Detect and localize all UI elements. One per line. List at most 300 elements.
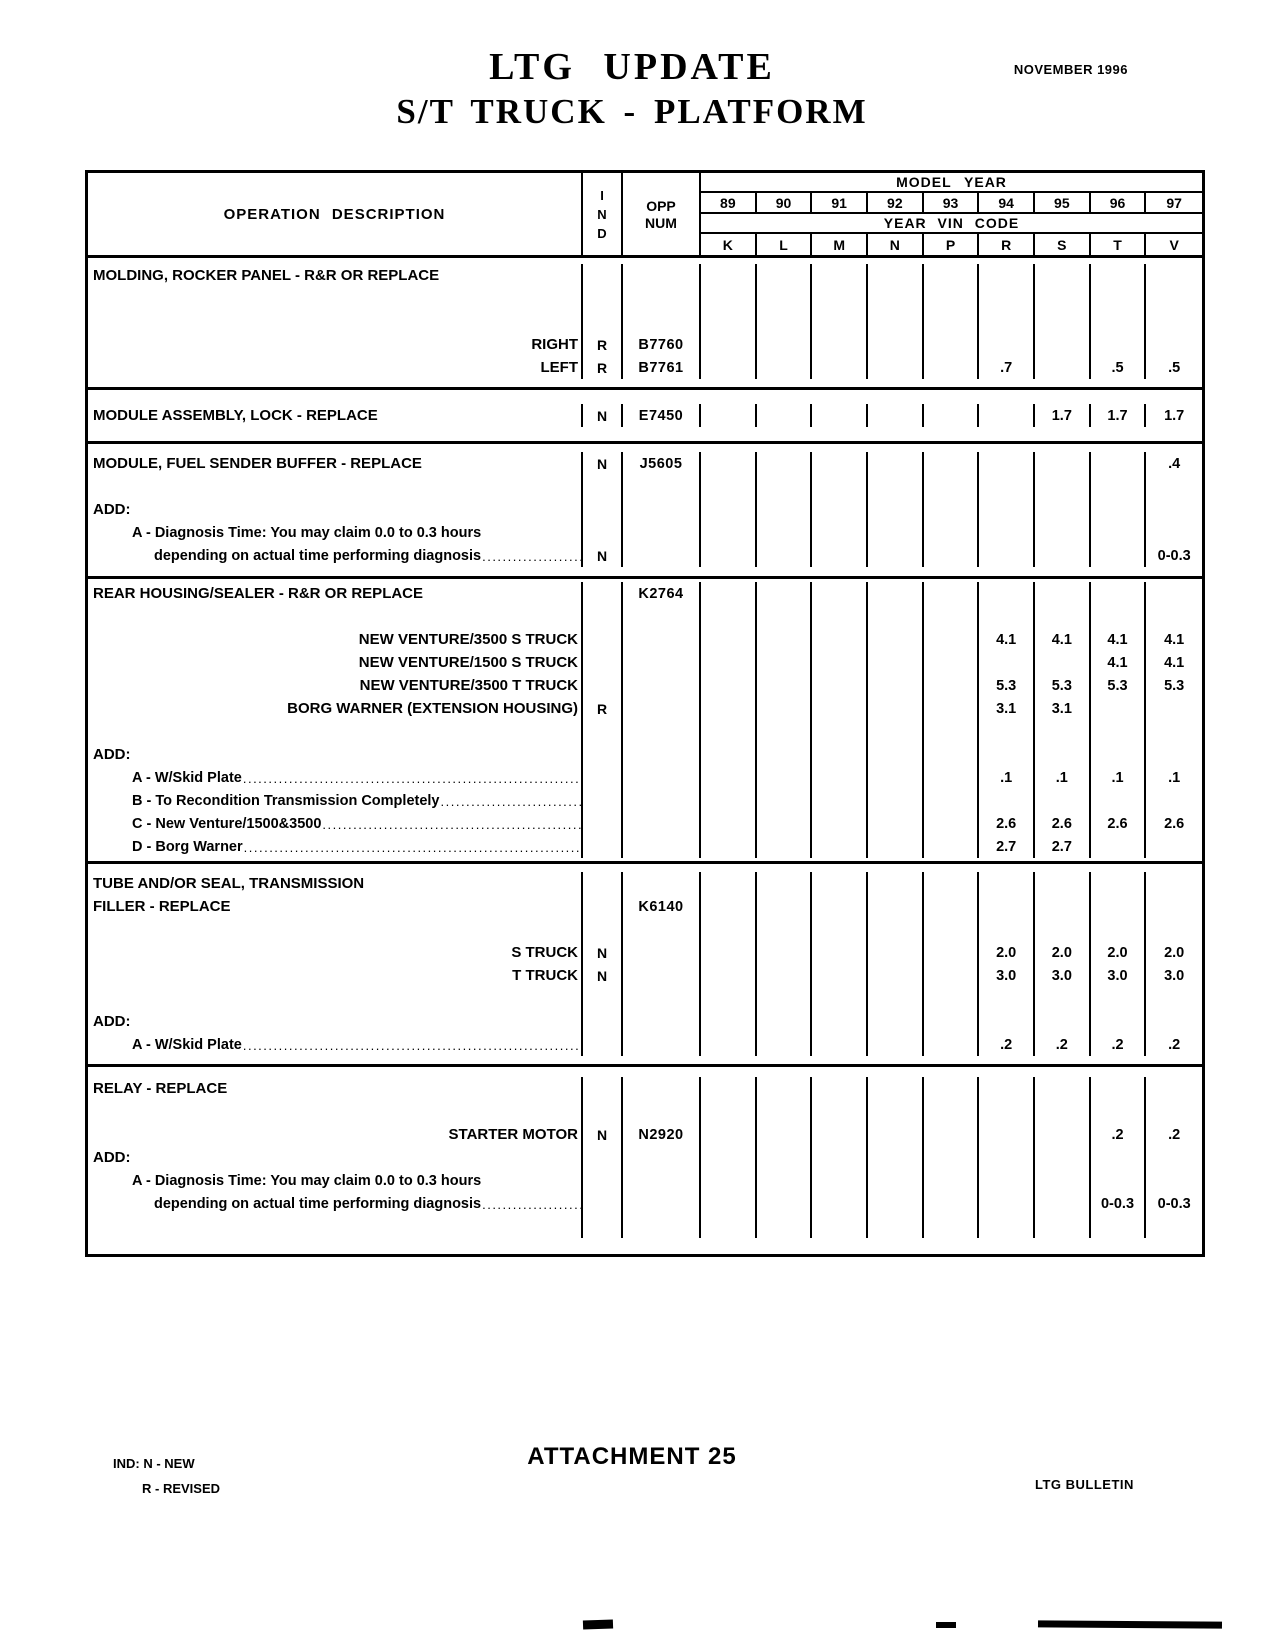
operation-description-cell — [88, 812, 583, 835]
year-column-header: 95 — [1035, 193, 1091, 212]
hours-value-cell — [812, 287, 868, 310]
hours-value-cell — [1091, 918, 1147, 941]
operation-text: B - To Recondition Transmission Completely — [132, 792, 440, 809]
opp-num-cell — [623, 766, 701, 789]
hours-value-cell: 2.6 — [1091, 812, 1147, 835]
hours-value-cell — [812, 498, 868, 521]
hours-value-cell — [868, 1146, 924, 1169]
hours-value-cell — [812, 1077, 868, 1100]
ind-cell — [583, 812, 623, 835]
hours-value-cell — [701, 1192, 757, 1215]
hours-value-cell — [812, 264, 868, 287]
hours-value-cell — [812, 987, 868, 1010]
opp-num-cell — [623, 1192, 701, 1215]
hours-value-cell — [868, 628, 924, 651]
operation-description-cell — [88, 835, 583, 858]
hours-value-cell — [1091, 333, 1147, 356]
hours-value-cell — [757, 475, 813, 498]
hours-value-cell — [701, 475, 757, 498]
table-row — [88, 895, 1202, 918]
hours-value-cell — [1035, 333, 1091, 356]
hours-value-cell — [868, 964, 924, 987]
table-row — [88, 812, 1202, 835]
table-section — [88, 387, 1202, 441]
hours-value-cell — [1091, 287, 1147, 310]
opp-num-cell: B7761 — [623, 356, 701, 379]
operation-description-cell — [88, 766, 583, 789]
ind-cell: N — [583, 941, 623, 964]
hours-value-cell — [701, 1215, 757, 1238]
hours-value-cell — [924, 987, 980, 1010]
hours-value-cell — [979, 582, 1035, 605]
hours-value-cell — [924, 789, 980, 812]
opp-num-cell — [623, 1077, 701, 1100]
hours-value-cell — [1091, 697, 1147, 720]
hours-value-cell — [701, 651, 757, 674]
operation-text: REAR HOUSING/SEALER - R&R OR REPLACE — [93, 585, 424, 602]
operation-description-cell — [88, 872, 583, 895]
opp-num-cell — [623, 310, 701, 333]
hours-value-cell: .1 — [1035, 766, 1091, 789]
hours-value-cell — [979, 475, 1035, 498]
hours-value-cell: 0-0.3 — [1157, 1195, 1191, 1212]
hours-value-cell — [757, 697, 813, 720]
hours-value-cell — [812, 452, 868, 475]
table-row — [88, 1123, 1202, 1146]
operation-description-cell — [88, 1169, 583, 1192]
hours-value-cell — [701, 452, 757, 475]
hours-value-cell — [924, 1169, 980, 1192]
hours-value-cell — [868, 1123, 924, 1146]
hours-value-cell — [1035, 1215, 1091, 1238]
hours-value-cell — [701, 605, 757, 628]
hours-value-cell — [924, 356, 980, 379]
hours-value-cell — [1091, 1100, 1147, 1123]
hours-value-cell — [924, 1077, 980, 1100]
table-row — [88, 264, 1202, 287]
ind-cell — [583, 766, 623, 789]
hours-value-cell — [868, 835, 924, 858]
dotted-leader — [441, 792, 582, 812]
hours-value-cell — [924, 766, 980, 789]
hours-value-cell — [924, 812, 980, 835]
ind-cell — [583, 1033, 623, 1056]
hours-value-cell — [701, 1033, 757, 1056]
model-year-label: MODEL YEAR — [701, 173, 1202, 193]
operation-description-cell — [88, 964, 583, 987]
hours-value-cell — [701, 964, 757, 987]
hours-value-cell — [701, 789, 757, 812]
opp-num-cell — [623, 720, 701, 743]
dotted-leader — [322, 815, 581, 835]
operation-description-cell — [88, 628, 583, 651]
hours-value-cell — [757, 835, 813, 858]
hours-value-cell — [979, 498, 1035, 521]
hours-value-cell — [924, 872, 980, 895]
hours-value-cell — [757, 720, 813, 743]
hours-value-cell: 1.7 — [1164, 407, 1185, 424]
hours-value-cell — [812, 1010, 868, 1033]
vin-code-header: P — [924, 234, 980, 256]
vin-code-header: R — [979, 234, 1035, 256]
hours-value-cell — [1146, 1077, 1202, 1100]
operation-description-header: OPERATION DESCRIPTION — [88, 173, 583, 256]
ind-cell — [583, 264, 623, 287]
hours-value-cell — [812, 404, 868, 427]
hours-value-cell — [979, 264, 1035, 287]
hours-value-cell — [757, 310, 813, 333]
opp-num-cell — [623, 835, 701, 858]
hours-value-cell — [812, 1123, 868, 1146]
hours-value-cell: 3.0 — [1091, 964, 1147, 987]
table-row — [88, 651, 1202, 674]
hours-value-cell — [924, 628, 980, 651]
page-subtitle: S/T TRUCK - PLATFORM — [396, 91, 868, 131]
hours-value-cell — [924, 697, 980, 720]
table-row — [88, 356, 1202, 379]
hours-value-cell — [701, 404, 757, 427]
hours-value-cell — [1146, 1146, 1202, 1169]
hours-value-cell — [924, 475, 980, 498]
hours-value-cell — [757, 404, 813, 427]
opp-num-cell — [623, 521, 701, 544]
year-numbers-row — [701, 193, 1202, 214]
opp-num-cell — [623, 918, 701, 941]
operation-description-cell — [88, 1033, 583, 1056]
hours-value-cell: 2.6 — [1164, 815, 1185, 832]
ind-cell — [583, 987, 623, 1010]
ind-cell — [583, 475, 623, 498]
hours-value-cell: 4.1 — [1164, 654, 1185, 671]
hours-value-cell — [1146, 918, 1202, 941]
hours-value-cell — [701, 1010, 757, 1033]
hours-value-cell — [757, 1033, 813, 1056]
hours-value-cell — [924, 521, 980, 544]
hours-value-cell — [924, 1010, 980, 1033]
operation-description-cell — [88, 651, 583, 674]
table-row — [88, 333, 1202, 356]
hours-value-cell — [1091, 872, 1147, 895]
hours-value-cell — [812, 475, 868, 498]
table-row — [88, 628, 1202, 651]
hours-value-cell — [701, 835, 757, 858]
hours-value-cell — [868, 356, 924, 379]
table-row — [88, 1169, 1202, 1192]
opp-num-cell — [623, 605, 701, 628]
hours-value-cell — [979, 720, 1035, 743]
table-row — [88, 521, 1202, 544]
dotted-leader — [243, 1036, 581, 1056]
hours-value-cell — [812, 333, 868, 356]
vin-code-header: T — [1091, 234, 1147, 256]
ind-cell — [583, 498, 623, 521]
hours-value-cell: 2.7 — [979, 835, 1035, 858]
hours-value-cell: 2.6 — [1035, 812, 1091, 835]
hours-value-cell — [701, 720, 757, 743]
hours-value-cell — [1035, 789, 1091, 812]
hours-value-cell: 2.6 — [979, 812, 1035, 835]
opp-num-cell — [623, 475, 701, 498]
table-row — [88, 674, 1202, 697]
ind-cell — [583, 1215, 623, 1238]
hours-value-cell — [1035, 1100, 1091, 1123]
hours-value-cell — [1146, 789, 1202, 812]
hours-value-cell — [701, 498, 757, 521]
hours-value-cell — [868, 812, 924, 835]
hours-value-cell — [701, 941, 757, 964]
hours-value-cell — [979, 1010, 1035, 1033]
hours-value-cell — [812, 835, 868, 858]
hours-value-cell — [701, 356, 757, 379]
hours-value-cell — [1146, 475, 1202, 498]
opp-num-cell: K6140 — [623, 895, 701, 918]
hours-value-cell — [868, 1033, 924, 1056]
operation-text: depending on actual time performing diagnosis — [154, 1195, 482, 1212]
ind-cell: N — [583, 1123, 623, 1146]
hours-value-cell — [979, 310, 1035, 333]
ind-cell: N — [583, 452, 623, 475]
operation-description-cell — [88, 333, 583, 356]
hours-value-cell: 4.1 — [1091, 651, 1147, 674]
hours-value-cell — [812, 582, 868, 605]
hours-value-cell — [757, 812, 813, 835]
hours-value-cell — [979, 404, 1035, 427]
hours-value-cell — [812, 1146, 868, 1169]
hours-value-cell — [868, 404, 924, 427]
hours-value-cell — [1035, 544, 1091, 567]
opp-header-line: OPP — [646, 197, 676, 214]
opp-num-cell — [623, 1033, 701, 1056]
hours-value-cell: .1 — [1091, 766, 1147, 789]
table-section — [88, 576, 1202, 861]
hours-value-cell — [701, 1100, 757, 1123]
table-row — [88, 452, 1202, 475]
operation-text: C - New Venture/1500&3500 — [132, 815, 322, 832]
hours-value-cell — [1091, 264, 1147, 287]
hours-value-cell — [1035, 1192, 1091, 1215]
table-row — [88, 1100, 1202, 1123]
hours-value-cell — [701, 287, 757, 310]
year-column-header: 97 — [1166, 194, 1182, 211]
date-label: NOVEMBER 1996 — [1013, 62, 1128, 77]
hours-value-cell — [1091, 895, 1147, 918]
hours-value-cell — [701, 310, 757, 333]
operation-text: MODULE ASSEMBLY, LOCK - REPLACE — [93, 407, 378, 424]
hours-value-cell: .1 — [979, 766, 1035, 789]
year-column-header: 91 — [812, 193, 868, 212]
hours-value-cell — [1146, 1169, 1202, 1192]
hours-value-cell — [868, 605, 924, 628]
hours-value-cell — [979, 1100, 1035, 1123]
year-column-header: 93 — [924, 193, 980, 212]
hours-value-cell — [812, 310, 868, 333]
page-title: LTG UPDATE — [489, 46, 775, 88]
hours-value-cell — [1035, 1169, 1091, 1192]
hours-value-cell: .5 — [1091, 356, 1147, 379]
hours-value-cell — [701, 895, 757, 918]
hours-value-cell — [1146, 1010, 1202, 1033]
ind-legend-new: IND: N - NEW — [113, 1456, 195, 1471]
opp-num-cell — [623, 697, 701, 720]
operation-text: TUBE AND/OR SEAL, TRANSMISSION — [93, 875, 365, 892]
hours-value-cell — [979, 651, 1035, 674]
table-header — [88, 173, 1202, 258]
opp-num-cell — [623, 743, 701, 766]
hours-value-cell — [924, 310, 980, 333]
hours-value-cell — [924, 404, 980, 427]
hours-value-cell: 4.1 — [1091, 628, 1147, 651]
opp-num-cell — [623, 264, 701, 287]
operation-text: ADD: — [93, 1013, 131, 1030]
opp-num-cell — [623, 498, 701, 521]
hours-value-cell — [1091, 743, 1147, 766]
hours-value-cell — [812, 812, 868, 835]
hours-value-cell — [924, 918, 980, 941]
hours-value-cell: 2.0 — [979, 941, 1035, 964]
labor-time-table — [85, 170, 1205, 1257]
hours-value-cell — [1091, 789, 1147, 812]
operation-description-cell — [88, 521, 583, 544]
operation-text: depending on actual time performing diagnosis — [154, 547, 482, 564]
hours-value-cell — [868, 475, 924, 498]
year-column-header: 90 — [757, 193, 813, 212]
hours-value-cell — [812, 544, 868, 567]
hours-value-cell — [924, 1123, 980, 1146]
hours-value-cell — [868, 918, 924, 941]
operation-description-cell — [88, 918, 583, 941]
opp-num-cell — [623, 1169, 701, 1192]
hours-value-cell: 3.0 — [979, 964, 1035, 987]
hours-value-cell — [1035, 743, 1091, 766]
operation-text: T TRUCK — [512, 967, 578, 984]
hours-value-cell — [868, 1169, 924, 1192]
hours-value-cell — [757, 895, 813, 918]
hours-value-cell — [1091, 498, 1147, 521]
operation-description-cell — [88, 404, 583, 427]
operation-text: MODULE, FUEL SENDER BUFFER - REPLACE — [93, 455, 422, 472]
vin-code-header: V — [1169, 237, 1179, 253]
vin-code-header: S — [1035, 234, 1091, 256]
hours-value-cell — [757, 872, 813, 895]
ind-cell — [583, 605, 623, 628]
hours-value-cell — [1035, 1077, 1091, 1100]
hours-value-cell — [868, 333, 924, 356]
operation-description-cell — [88, 1123, 583, 1146]
hours-value-cell — [1035, 521, 1091, 544]
operation-text: ADD: — [93, 746, 131, 763]
scan-artifact — [936, 1622, 956, 1628]
hours-value-cell: 5.3 — [979, 674, 1035, 697]
ind-cell — [583, 895, 623, 918]
hours-value-cell — [757, 651, 813, 674]
hours-value-cell — [757, 521, 813, 544]
hours-value-cell — [701, 264, 757, 287]
hours-value-cell — [868, 310, 924, 333]
operation-description-cell — [88, 287, 583, 310]
table-row — [88, 987, 1202, 1010]
ind-cell — [583, 720, 623, 743]
opp-num-cell — [623, 651, 701, 674]
hours-value-cell: 0-0.3 — [1091, 1192, 1147, 1215]
hours-value-cell — [701, 1077, 757, 1100]
hours-value-cell: 2.0 — [1091, 941, 1147, 964]
hours-value-cell — [924, 544, 980, 567]
hours-value-cell — [701, 333, 757, 356]
year-column-header: 94 — [979, 193, 1035, 212]
table-section — [88, 258, 1202, 387]
table-row — [88, 743, 1202, 766]
hours-value-cell — [1146, 582, 1202, 605]
ind-cell — [583, 310, 623, 333]
opp-num-cell: J5605 — [623, 452, 701, 475]
hours-value-cell — [812, 743, 868, 766]
operation-text: ADD: — [93, 501, 131, 518]
hours-value-cell — [757, 941, 813, 964]
hours-value-cell — [868, 1077, 924, 1100]
hours-value-cell — [924, 1192, 980, 1215]
ind-cell — [583, 918, 623, 941]
operation-description-cell — [88, 544, 583, 567]
hours-value-cell: 0-0.3 — [1157, 547, 1191, 564]
hours-value-cell — [979, 1169, 1035, 1192]
hours-value-cell — [868, 287, 924, 310]
hours-value-cell — [701, 812, 757, 835]
hours-value-cell — [757, 452, 813, 475]
dotted-leader — [244, 838, 581, 858]
ind-cell — [583, 521, 623, 544]
operation-text: ADD: — [93, 1149, 131, 1166]
hours-value-cell: 1.7 — [1091, 404, 1147, 427]
operation-text: NEW VENTURE/3500 T TRUCK — [359, 677, 578, 694]
hours-value-cell — [868, 872, 924, 895]
table-row — [88, 287, 1202, 310]
hours-value-cell — [1146, 743, 1202, 766]
table-row — [88, 918, 1202, 941]
hours-value-cell: 5.3 — [1164, 677, 1185, 694]
table-row — [88, 1010, 1202, 1033]
hours-value-cell — [757, 987, 813, 1010]
operation-description-cell — [88, 264, 583, 287]
hours-value-cell — [868, 1100, 924, 1123]
hours-value-cell — [757, 1077, 813, 1100]
hours-value-cell — [868, 743, 924, 766]
hours-value-cell — [1146, 521, 1202, 544]
operation-description-cell — [88, 941, 583, 964]
hours-value-cell — [812, 356, 868, 379]
operation-description-cell — [88, 895, 583, 918]
ind-cell — [583, 1077, 623, 1100]
hours-value-cell — [1091, 582, 1147, 605]
hours-value-cell — [868, 789, 924, 812]
hours-value-cell — [1035, 987, 1091, 1010]
opp-num-cell — [623, 1100, 701, 1123]
hours-value-cell — [1091, 544, 1147, 567]
year-vin-code-label: YEAR VIN CODE — [701, 214, 1202, 234]
opp-num-cell — [623, 964, 701, 987]
ind-cell — [583, 835, 623, 858]
hours-value-cell — [979, 1123, 1035, 1146]
operation-text: BORG WARNER (EXTENSION HOUSING) — [287, 700, 578, 717]
hours-value-cell — [701, 766, 757, 789]
hours-value-cell — [1146, 605, 1202, 628]
year-header-block — [701, 173, 1202, 256]
hours-value-cell — [1146, 835, 1202, 858]
hours-value-cell — [1035, 651, 1091, 674]
hours-value-cell — [812, 1100, 868, 1123]
hours-value-cell — [701, 544, 757, 567]
ind-cell — [583, 872, 623, 895]
vin-code-header: N — [868, 234, 924, 256]
